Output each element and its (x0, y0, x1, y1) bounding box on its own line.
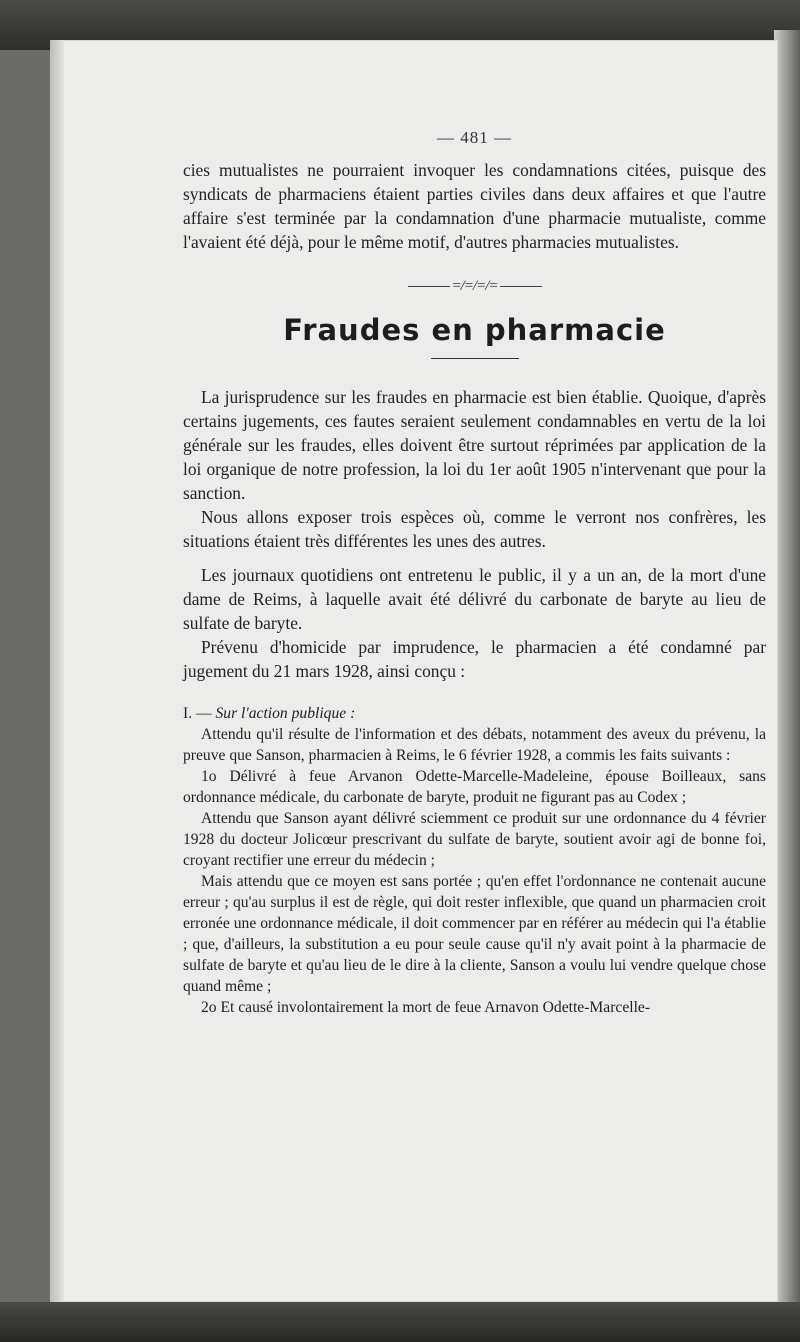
ornament-rule-left (408, 286, 450, 287)
judgment-line-2: 1o Délivré à feue Arvanon Odette-Marcelle-Madeleine, épouse Boilleaux, sans ordonnance médicale, du carbonate de baryte, produit ne figurant pas au Codex ; (183, 768, 766, 806)
page-gutter (50, 40, 64, 1302)
judgment-quote (183, 683, 766, 1018)
section-title: Fraudes en pharmacie (283, 313, 666, 347)
body-paragraph-1: La jurisprudence sur les fraudes en pharmacie est bien établie. Quoique, d'après certains jugements, ces fautes seraient seulement condamnables en vertu de la loi générale sur les fraudes, elles doivent être surtout réprimées par application de la loi organique de notre profession, la loi du 1er août 1905 n'intervenant que pour la sanction. (183, 387, 766, 503)
page-content (183, 128, 766, 1018)
body-paragraph-3: Les journaux quotidiens ont entretenu le public, il y a un an, de la mort d'une dame de Reims, à laquelle avait été délivré du carbonate de baryte au lieu de sulfate de baryte. (183, 565, 766, 633)
ornament-wave: =/=/=/= (451, 278, 498, 294)
paragraph-gap (183, 683, 766, 693)
judgment-line-4: Mais attendu que ce moyen est sans portée ; qu'en effet l'ordonnance ne contenait aucune erreur ; qu'au surplus il est de règle, qui doit rester inflexible, que quand un pharmacien croit erronée une ordonnance médicale, il doit commencer par en référer au médecin qui l'a établie ; que, d'ailleurs, la substitution a eu pour seule cause qu'il n'y avait point à la pharmacie de sulfate de baryte et qu'au lieu de le dire à la cliente, Sanson a voulu lui vendre quelque chose quand même ; (183, 873, 766, 995)
ornament-rule-right (500, 286, 542, 287)
judgment-heading (183, 703, 766, 724)
body-paragraph-2: Nous allons exposer trois espèces où, comme le verront nos confrères, les situations étaient très différentes les unes des autres. (183, 507, 766, 551)
paragraph-gap (183, 553, 766, 563)
page-number: — 481 — (437, 128, 512, 147)
scan-background-bottom (0, 1302, 800, 1342)
body-paragraph-4: Prévenu d'homicide par imprudence, le pharmacien a été condamné par jugement du 21 mars 1928, ainsi conçu : (183, 637, 766, 681)
judgment-line-1: Attendu qu'il résulte de l'information et des débats, notamment des aveux du prévenu, la preuve que Sanson, pharmacien à Reims, le 6 février 1928, a commis les faits suivants : (183, 726, 766, 764)
title-underline (431, 358, 519, 359)
judgment-line-3: Attendu que Sanson ayant délivré sciemment ce produit sur une ordonnance du 4 février 1928 du docteur Jolicœur prescrivant du sulfate de baryte, soutient avoir agi de bonne foi, croyant rectifier une erreur du médecin ; (183, 810, 766, 869)
section-ornament (183, 278, 766, 295)
judgment-heading-number: I. — (183, 705, 212, 722)
judgment-heading-title: Sur l'action publique : (215, 705, 356, 722)
judgment-line-5: 2o Et causé involontairement la mort de feue Arnavon Odette-Marcelle- (201, 999, 651, 1016)
intro-paragraph: cies mutualistes ne pourraient invoquer les condamnations citées, puisque des syndicats de pharmaciens étaient parties civiles dans deux affaires et que l'autre affaire s'est terminée par la condamnation d'une pharmacie mutualiste, comme l'avaient été déjà, pour le même motif, d'autres pharmacies mutualistes. (183, 160, 766, 252)
